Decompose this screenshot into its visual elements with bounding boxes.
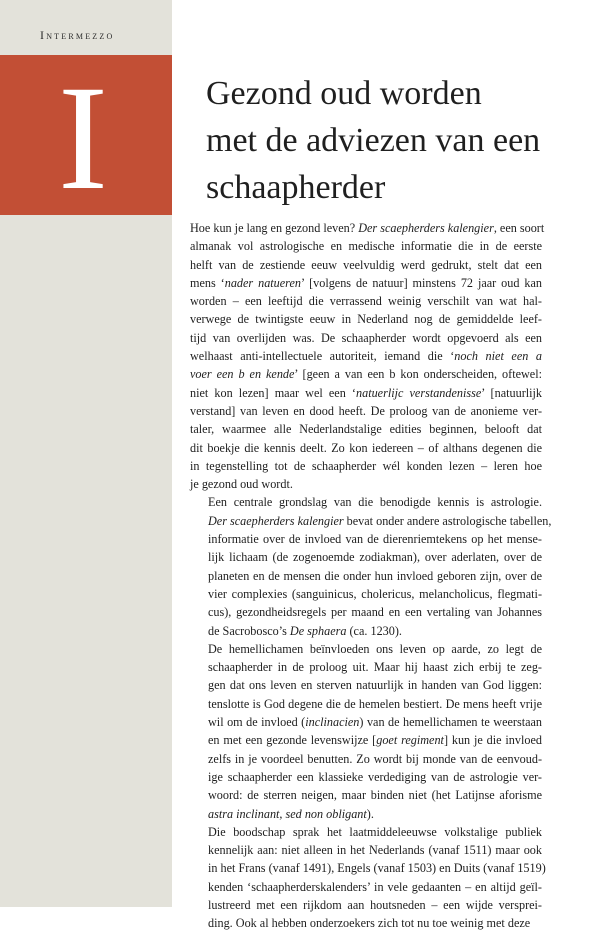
text-line (190, 622, 542, 640)
text-line (190, 274, 542, 292)
text-line (190, 713, 542, 731)
text-segment: bevat onder andere astrologische tabellen, (343, 513, 552, 528)
text-segment: in tegenstelling tot de schaapherder wél konden lezen – leren hoe (190, 458, 542, 473)
italic-text: nader natueren (224, 275, 301, 290)
paragraph (190, 640, 542, 823)
paragraph (190, 493, 552, 639)
initial-letter: I (58, 55, 108, 221)
text-segment: ige schaapherder een klassieke verdediging van de astrologie ver- (208, 769, 542, 784)
italic-text: natuerlijc verstandenisse (356, 385, 482, 400)
text-segment: verwege de twintigste eeuw in Nederland nog de gemiddelde leef- (190, 312, 542, 327)
text-line (190, 823, 542, 841)
text-line (190, 786, 542, 804)
page-title (206, 70, 596, 211)
text-segment: de Sacrobosco’s (208, 623, 290, 638)
text-segment: lustreerd met een rijkdom aan houtsneden – een wijde versprei- (208, 897, 542, 912)
text-line (190, 292, 542, 310)
section-label: Intermezzo (40, 28, 115, 42)
text-segment: almanak vol astrologische en medische informatie die in de eerste (190, 239, 542, 254)
text-segment: informatie over de invloed van de dierenriemtekens op het mense- (208, 532, 542, 547)
paragraph (190, 823, 546, 933)
text-line (190, 256, 542, 274)
title-line: schaapherder (206, 169, 386, 206)
text-segment: zelfs in je voordeel benutten. Zo wordt bij monde van de eenvoud- (208, 751, 542, 766)
text-line (190, 878, 542, 896)
text-segment: en met een gezonde levenswijze [ (208, 733, 377, 748)
text-segment: ’ [volgens de natuur] minstens 72 jaar oud kan (300, 275, 542, 290)
text-segment: De hemellichamen beïnvloeden ons leven op aarde, zo legt de (208, 641, 542, 656)
paragraph (190, 219, 545, 493)
text-segment: tijd van overlijden was. De schaapherder wordt opgevoerd als een (190, 330, 542, 345)
text-line (190, 457, 542, 475)
text-segment: kennelijk aan: niet alleen in het Nederlands (vanaf 1511) maar ook (208, 843, 542, 858)
text-line (190, 750, 542, 768)
italic-text: Der scaepherders kalengier (208, 513, 344, 528)
text-segment: dit boekje die kennis deelt. Zo kon iedereen – of althans degenen die (190, 440, 542, 455)
text-line (190, 567, 542, 585)
text-segment: tenslotte is God degene die de hemelen bestiert. De mens heeft vrije (208, 696, 542, 711)
text-line (190, 219, 545, 237)
text-segment: ’ [geen a van een b kon onderscheiden, oftewel: (294, 367, 542, 382)
text-line (190, 585, 542, 603)
text-line (190, 841, 542, 859)
text-line (190, 640, 542, 658)
text-line (190, 384, 542, 402)
text-segment: schaapherder in de proloog uit. Maar hij haast zich erbij te zeg- (208, 660, 542, 675)
body-text (190, 219, 552, 933)
text-line (190, 530, 542, 548)
italic-text: Der scaepherders kalengier (358, 221, 494, 235)
text-segment: niet kon lezen] maar wel een ‘ (190, 385, 356, 400)
text-line (190, 329, 542, 347)
italic-text: voer een b en kende (190, 367, 295, 382)
text-line (190, 859, 546, 877)
text-line (190, 402, 542, 420)
text-segment: Die boodschap sprak het laatmiddeleeuwse volkstalige publiek (208, 824, 542, 839)
text-line (190, 603, 542, 621)
text-segment: (ca. 1230). (346, 623, 402, 638)
text-line (190, 548, 542, 566)
title-line: met de adviezen van een (206, 122, 541, 159)
text-line (190, 475, 542, 493)
text-segment: kenden ‘schaapherderskalenders’ in vele gedaanten – en altijd geïl- (208, 879, 542, 894)
text-segment: welhaast anti-intellectuele autoriteit, iemand die ‘ (190, 349, 455, 364)
text-segment: helft van de zestiende eeuw veelvuldig werd gedrukt, stelt dat een (190, 257, 542, 272)
text-segment: vier complexies (sanguinicus, cholericus, melancholicus, flegmati- (208, 586, 542, 601)
text-segment: cus), gezondheidsregels per maand en een vertaling van Johannes (208, 605, 542, 620)
text-line (190, 695, 542, 713)
italic-text: astra inclinant, sed non obligant (208, 806, 367, 821)
text-segment: in het Frans (vanaf 1491), Engels (vanaf 1503) en Duits (vanaf 1519) (208, 861, 546, 876)
text-segment: planeten en de mensen die onder hun invloed geboren zijn, over de (208, 568, 542, 583)
text-segment: , een soort (493, 221, 545, 235)
text-segment: worden – een leeftijd die verrassend weinig verschilt van wat hal- (190, 294, 542, 309)
text-segment: ding. Ook al hebben onderzoekers zich tot nu toe weinig met deze (208, 916, 531, 931)
text-line (190, 676, 542, 694)
italic-text: inclinacien (305, 715, 360, 730)
text-line (190, 439, 542, 457)
text-line (190, 512, 552, 530)
italic-text: goet regiment (376, 733, 444, 748)
text-line (190, 805, 542, 823)
text-segment: ). (366, 806, 374, 821)
text-line (190, 768, 542, 786)
text-line (190, 914, 542, 932)
text-line (190, 658, 542, 676)
text-segment: lijk lichaam (de zogenoemde zodiakman), over aderlaten, over de (208, 550, 542, 565)
text-line (190, 896, 542, 914)
text-segment: Hoe kun je lang en gezond leven? (190, 221, 359, 235)
text-line (190, 493, 542, 511)
text-segment: woord: de sterren neigen, maar binden niet (het Latijnse aforisme (208, 788, 542, 803)
title-line: Gezond oud worden (206, 75, 482, 112)
text-segment: mens ‘ (190, 275, 225, 290)
text-line (190, 420, 542, 438)
text-segment: je gezond oud wordt. (190, 477, 293, 492)
text-line (190, 237, 542, 255)
text-segment: ’ [natuurlijk (481, 385, 543, 400)
text-line (190, 310, 542, 328)
text-segment: ] kun je die invloed (443, 733, 542, 748)
text-line (190, 365, 542, 383)
text-segment: ) van de hemellichamen te weerstaan (359, 715, 543, 730)
text-segment: taler, waarmee alle Nederlandstalige edities beginnen, belooft dat (190, 422, 542, 437)
text-segment: verstand] van leven en dood heeft. De proloog van de anonieme ver- (190, 403, 542, 418)
text-segment: Een centrale grondslag van die benodigde kennis is astrologie. (208, 495, 542, 510)
text-segment: wil om de invloed ( (208, 715, 306, 730)
italic-text: De sphaera (289, 623, 347, 638)
italic-text: noch niet een a (454, 349, 542, 364)
text-line (190, 731, 542, 749)
text-segment: gen dat ons leven en sterven natuurlijk in handen van God liggen: (208, 678, 542, 693)
text-line (190, 347, 542, 365)
